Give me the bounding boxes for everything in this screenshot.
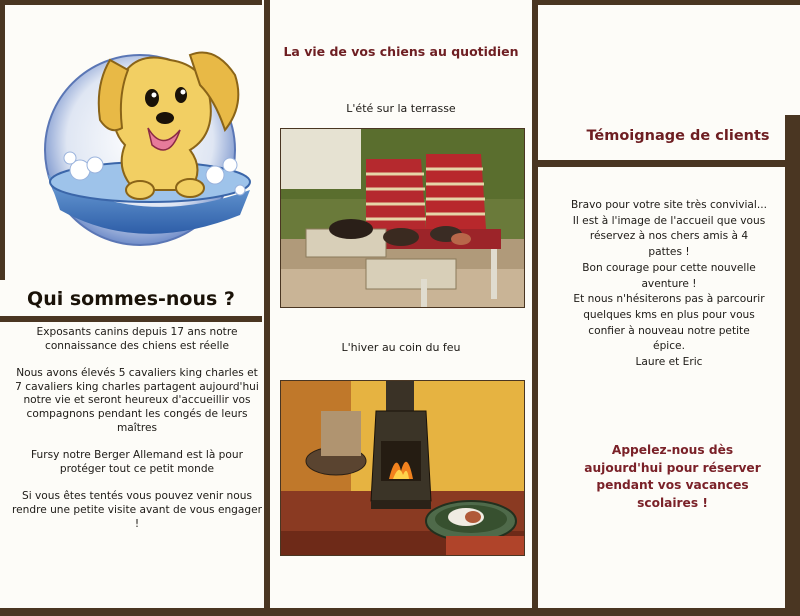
testimonial-line: épice. <box>653 340 685 353</box>
testimonial-line: pattes ! <box>648 246 690 259</box>
testimonial-line: Bon courage pour cette nouvelle <box>582 261 756 274</box>
caption-winter: L'hiver au coin du feu <box>341 341 461 354</box>
call-to-action <box>550 442 795 512</box>
cta-line: scolaires ! <box>637 495 708 510</box>
middle-column <box>270 0 532 616</box>
about-paragraph-3: Fursy notre Berger Allemand est là pour protéger tout ce petit monde <box>31 449 243 475</box>
about-paragraph-4: Si vous êtes tentés vous pouvez venir nous rendre une petite visite avant de vous engager ! <box>12 490 262 530</box>
about-paragraph-2: Nous avons élevés 5 cavaliers king charles et 7 cavaliers king charles partagent aujourd'hui notre vie et seront heureux d'accueillir vos compagnons pendant les congés de leurs maîtres <box>15 367 259 434</box>
photo-summer-terrace <box>280 128 525 308</box>
testimonials-title: Témoignage de clients <box>586 128 770 144</box>
about-paragraph-1: Exposants canins depuis 17 ans notre connaissance des chiens est réelle <box>36 326 238 352</box>
right-column <box>540 0 800 616</box>
testimonial-line: Il est à l'image de l'accueil que vous <box>572 214 766 227</box>
photo-winter-fireplace <box>280 380 525 556</box>
testimonial-signature: Laure et Eric <box>635 356 703 369</box>
testimonial-text <box>540 198 798 371</box>
testimonial-line: aventure ! <box>641 277 697 290</box>
who-are-we-title: Qui sommes-nous ? <box>27 288 235 310</box>
about-text <box>12 326 262 531</box>
caption-summer: L'été sur la terrasse <box>346 102 456 115</box>
testimonial-line: réservez à nos chers amis à 4 <box>589 230 749 243</box>
cta-line: pendant vos vacances <box>596 478 749 492</box>
left-column <box>0 0 262 616</box>
cta-line: aujourd'hui pour réserver <box>584 460 761 475</box>
frame-mid-right-bar <box>532 0 538 616</box>
dog-bath-logo <box>40 40 255 250</box>
testimonial-line: quelques kms en plus pour vous <box>583 308 755 321</box>
testimonial-line: confier à nouveau notre petite <box>588 324 750 337</box>
daily-life-title: La vie de vos chiens au quotidien <box>283 44 519 59</box>
cta-line: Appelez-nous dès <box>611 443 734 457</box>
testimonial-line: Et nous n'hésiterons pas à parcourir <box>573 293 765 306</box>
testimonial-line: Bravo pour votre site très convivial... <box>571 199 767 211</box>
